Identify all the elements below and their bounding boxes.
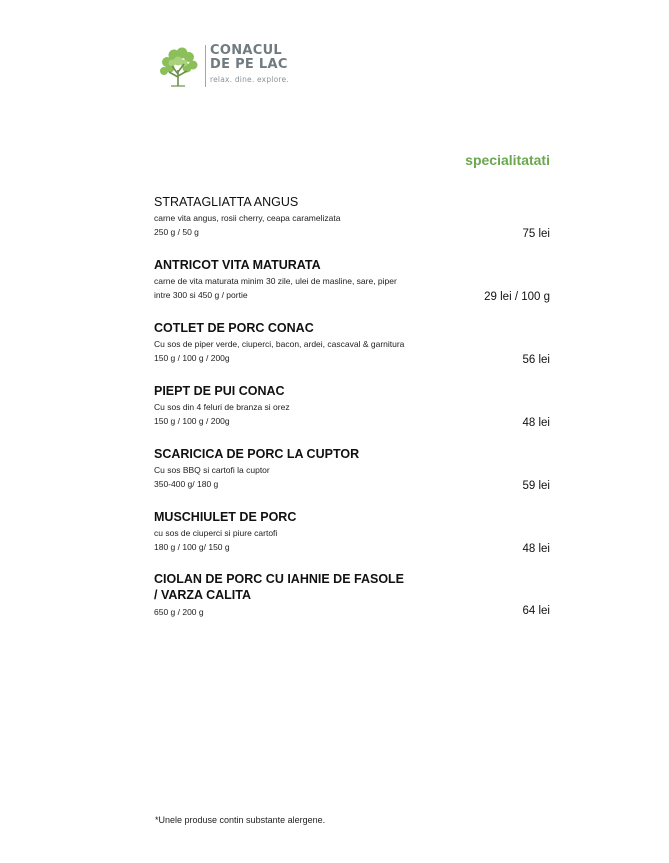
item-price: 59 lei (522, 480, 550, 492)
item-description: Cu sos de piper verde, ciuperci, bacon, ardei, cascaval & garnitura (154, 339, 405, 349)
item-weight: intre 300 si 450 g / portie (154, 290, 248, 300)
item-weight: 350-400 g/ 180 g (154, 479, 219, 489)
item-price: 75 lei (522, 228, 550, 240)
menu-item (154, 383, 550, 431)
item-name: COTLET DE PORC CONAC (154, 321, 314, 335)
item-price: 48 lei (522, 543, 550, 555)
item-price: 56 lei (522, 354, 550, 366)
item-name: STRATAGLIATTA ANGUS (154, 195, 299, 209)
tree-logo-icon (157, 44, 201, 88)
item-name: CIOLAN DE PORC CU IAHNIE DE FASOLE (154, 572, 405, 586)
logo (157, 44, 289, 90)
logo-text (210, 44, 289, 84)
item-price: 64 lei (522, 605, 550, 617)
item-price: 29 lei / 100 g (484, 291, 550, 303)
item-name: ANTRICOT VITA MATURATA (154, 258, 321, 272)
item-name-continued: / VARZA CALITA (154, 588, 251, 602)
item-name: SCARICICA DE PORC LA CUPTOR (154, 447, 360, 461)
section-title: specialitatati (465, 152, 550, 168)
menu-item (154, 320, 550, 368)
logo-line-2: DE PE LAC (210, 57, 288, 72)
item-description: carne de vita maturata minim 30 zile, ulei de masline, sare, piper (154, 276, 397, 286)
logo-tagline: relax. dine. explore. (210, 75, 289, 84)
menu-item (154, 509, 550, 557)
item-name: MUSCHIULET DE PORC (154, 510, 297, 524)
logo-divider (205, 45, 206, 87)
item-weight: 650 g / 200 g (154, 607, 204, 617)
menu-list (154, 194, 550, 619)
item-description: Cu sos din 4 feluri de branza si orez (154, 402, 290, 412)
menu-item (154, 194, 550, 242)
item-description: cu sos de ciuperci si piure cartofi (154, 528, 278, 538)
menu-item (154, 571, 550, 619)
allergen-footnote: *Unele produse contin substante alergene. (155, 815, 326, 825)
menu-item (154, 446, 550, 494)
item-description: carne vita angus, rosii cherry, ceapa caramelizata (154, 213, 341, 223)
item-weight: 150 g / 100 g / 200g (154, 353, 230, 363)
item-weight: 250 g / 50 g (154, 227, 199, 237)
item-price: 48 lei (522, 417, 550, 429)
item-weight: 180 g / 100 g/ 150 g (154, 542, 230, 552)
item-name: PIEPT DE PUI CONAC (154, 384, 285, 398)
item-description: Cu sos BBQ si cartofi la cuptor (154, 465, 270, 475)
menu-item (154, 257, 550, 305)
item-weight: 150 g / 100 g / 200g (154, 416, 230, 426)
logo-line-1: CONACUL (210, 43, 283, 58)
